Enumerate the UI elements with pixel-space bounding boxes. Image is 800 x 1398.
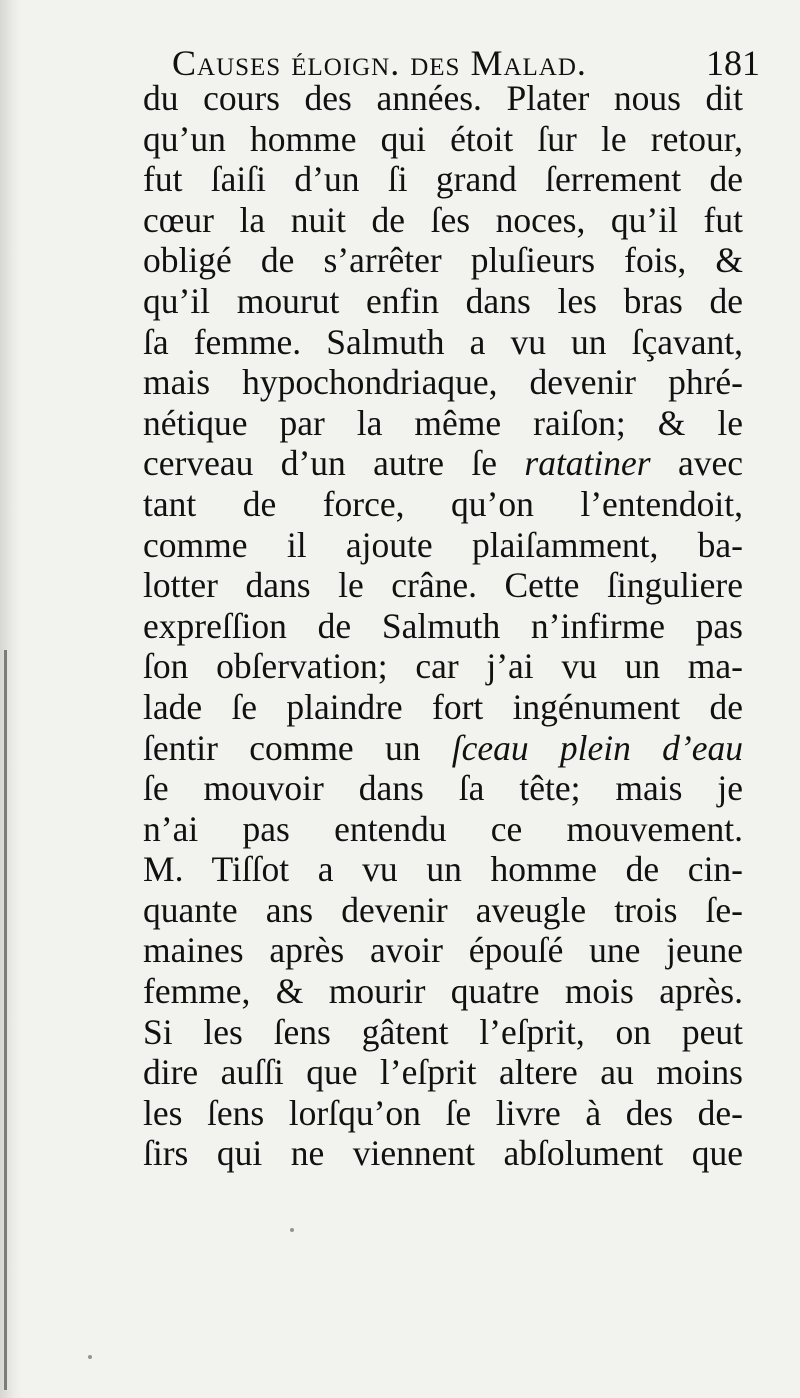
italic-phrase: ratatiner xyxy=(524,443,651,484)
text-line: femme, & mourir quatre mois après. xyxy=(143,971,743,1012)
page-number: 181 xyxy=(706,43,760,83)
text-line: expreſſion de Salmuth n’infirme pas xyxy=(143,605,743,646)
scan-speck xyxy=(88,1355,92,1359)
text-line: mais hypochondriaque, devenir phré- xyxy=(143,362,743,403)
text-line: M. Tiſſot a vu un homme de cin- xyxy=(143,849,743,890)
text-line: tant de force, qu’on l’entendoit, xyxy=(143,483,743,524)
scan-speck xyxy=(290,1228,294,1232)
text-line: ſa femme. Salmuth a vu un ſçavant, xyxy=(143,321,743,362)
text-line: ſon obſervation; car j’ai vu un ma- xyxy=(143,646,743,687)
text-line: lade ſe plaindre fort ingénument de xyxy=(143,686,743,727)
text-line: cœur la nuit de ſes noces, qu’il fut xyxy=(143,199,743,240)
text-line: ſe mouvoir dans ſa tête; mais je xyxy=(143,768,743,809)
running-head-title: Causes éloign. des Malad. xyxy=(172,43,587,83)
text-line: qu’un homme qui étoit ſur le retour, xyxy=(143,118,743,159)
text-line: maines après avoir épouſé une jeune xyxy=(143,930,743,971)
text-line: n’ai pas entendu ce mouvement. xyxy=(143,808,743,849)
text-line: dire auſſi que l’eſprit altere au moins xyxy=(143,1052,743,1093)
body-text xyxy=(143,78,743,1174)
text-line: ſentir comme un ſceau plein d’eau xyxy=(143,727,743,768)
text-line: comme il ajoute plaiſamment, ba- xyxy=(143,524,743,565)
text-line: quante ans devenir aveugle trois ſe- xyxy=(143,889,743,930)
text-line: ſirs qui ne viennent abſolument que xyxy=(143,1133,743,1174)
text-line: Si les ſens gâtent l’eſprit, on peut xyxy=(143,1011,743,1052)
text-line: fut ſaiſi d’un ſi grand ſerrement de xyxy=(143,159,743,200)
text-line: lotter dans le crâne. Cette ſinguliere xyxy=(143,565,743,606)
text-line: les ſens lorſqu’on ſe livre à des de- xyxy=(143,1092,743,1133)
text-line: du cours des années. Plater nous dit xyxy=(143,78,743,118)
text-line: obligé de s’arrêter pluſieurs fois, & xyxy=(143,240,743,281)
text-line: cerveau d’un autre ſe ratatiner avec xyxy=(143,443,743,484)
text-line: nétique par la même raiſon; & le xyxy=(143,402,743,443)
scan-binding-shadow xyxy=(4,650,7,1390)
italic-phrase: ſceau plein d’eau xyxy=(451,727,743,768)
text-line: qu’il mourut enfin dans les bras de xyxy=(143,280,743,321)
